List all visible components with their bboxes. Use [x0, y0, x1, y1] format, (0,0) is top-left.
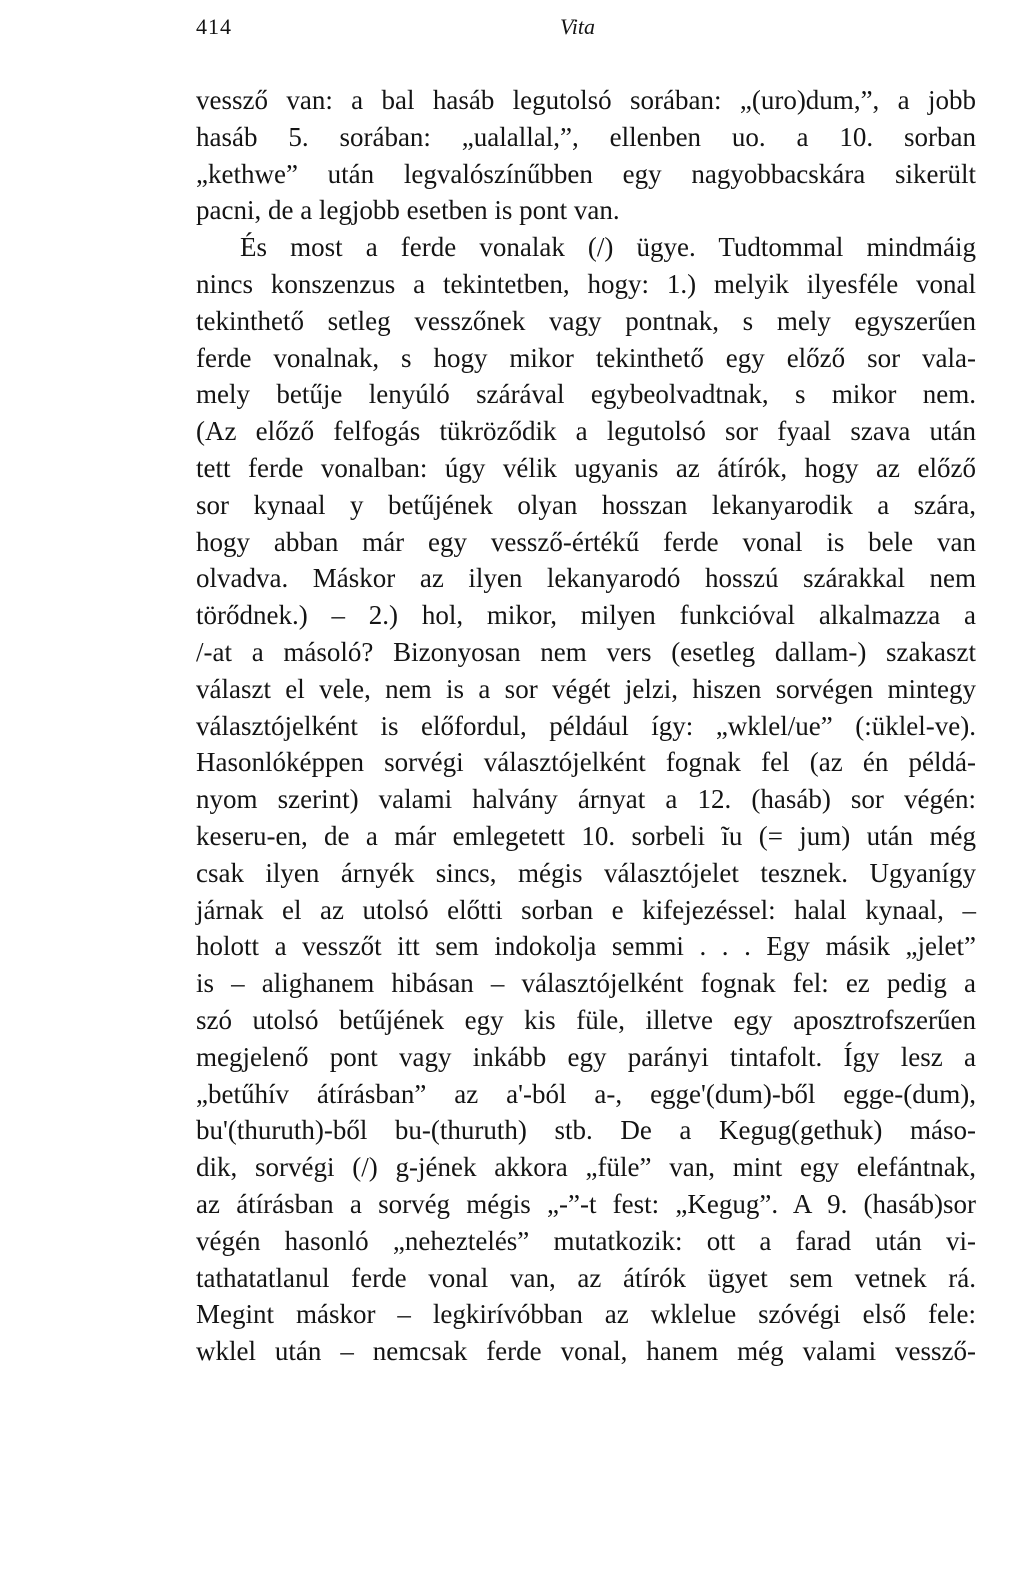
- page-number: 414: [196, 14, 232, 39]
- text-line: keseru-en, de a már emlegetett 10. sorbeli ĩu (= jum) után még: [196, 820, 976, 851]
- body-text: [196, 82, 976, 1370]
- text-line: választ el vele, nem is a sor végét jelzi, hiszen sorvégen mintegy: [196, 673, 976, 704]
- text-line: ferde vonalnak, s hogy mikor tekinthető egy előző sor vala-: [196, 342, 976, 373]
- text-line: tett ferde vonalban: úgy vélik ugyanis az átírók, hogy az előző: [196, 452, 976, 483]
- text-line: bu'(thuruth)-ből bu-(thuruth) stb. De a Kegug(gethuk) máso-: [196, 1115, 976, 1146]
- text-line: olvadva. Máskor az ilyen lekanyarodó hosszú szárakkal nem: [196, 563, 976, 594]
- text-line: nyom szerint) valami halvány árnyat a 12. (hasáb) sor végén:: [196, 784, 976, 815]
- text-line: „kethwe” után legvalószínűbben egy nagyobbacskára sikerült: [196, 158, 976, 189]
- text-line: szó utolsó betűjének egy kis füle, illetve egy aposztrofszerűen: [196, 1004, 976, 1035]
- text-line: mely betűje lenyúló szárával egybeolvadtnak, s mikor nem.: [196, 379, 976, 410]
- text-line: sor kynaal y betűjének olyan hosszan lekanyarodik a szára,: [196, 489, 976, 520]
- text-line: vessző van: a bal hasáb legutolsó sorában: „(uro)dum,”, a jobb: [196, 85, 976, 115]
- text-line: És most a ferde vonalak (/) ügye. Tudtommal mindmáig: [240, 232, 976, 263]
- text-line: hogy abban már egy vessző-értékű ferde vonal is bele van: [196, 526, 976, 557]
- text-line: megjelenő pont vagy inkább egy parányi tintafolt. Így lesz a: [196, 1041, 976, 1072]
- text-line: tekinthető setleg vesszőnek vagy pontnak, s mely egyszerűen: [196, 305, 976, 336]
- text-line: Megint máskor – legkirívóbban az wklelue szóvégi első fele:: [196, 1299, 976, 1330]
- text-line: törődnek.) – 2.) hol, mikor, milyen funkcióval alkalmazza a: [196, 600, 976, 631]
- running-title: Vita: [560, 14, 596, 39]
- text-line: hasáb 5. sorában: „ualallal,”, ellenben uo. a 10. sorban: [196, 121, 976, 152]
- text-line: „betűhív átírásban” az a'-ból a-, egge'(dum)-ből egge-(dum),: [196, 1078, 976, 1109]
- text-line: végén hasonló „neheztelés” mutatkozik: ott a farad után vi-: [196, 1225, 976, 1256]
- text-line: (Az előző felfogás tükröződik a legutolsó sor fyaal szava után: [196, 416, 976, 447]
- text-line: nincs konszenzus a tekintetben, hogy: 1.) melyik ilyesféle vonal: [196, 268, 976, 299]
- text-line: az átírásban a sorvég mégis „-”-t fest: „Kegug”. A 9. (hasáb)sor: [196, 1188, 976, 1219]
- text-line: csak ilyen árnyék sincs, mégis választójelet tesznek. Ugyanígy: [196, 857, 976, 888]
- text-line: dik, sorvégi (/) g-jének akkora „füle” van, mint egy elefántnak,: [196, 1152, 976, 1183]
- text-line: járnak el az utolsó előtti sorban e kifejezéssel: halal kynaal, –: [196, 894, 976, 925]
- text-line: tathatatlanul ferde vonal van, az átírók ügyet sem vetnek rá.: [196, 1262, 976, 1293]
- page-header: [196, 14, 976, 48]
- text-line: választójelként is előfordul, például így: „wklel/ue” (:üklel-ve).: [196, 710, 976, 741]
- text-line: Hasonlóképpen sorvégi választójelként fognak fel (az én példá-: [196, 747, 976, 778]
- text-line: holott a vesszőt itt sem indokolja semmi . . . Egy másik „jelet”: [196, 931, 976, 962]
- text-line: is – alighanem hibásan – választójelként fognak fel: ez pedig a: [196, 968, 976, 999]
- text-line: pacni, de a legjobb esetben is pont van.: [196, 195, 620, 226]
- text-line: /-at a másoló? Bizonyosan nem vers (esetleg dallam-) szakaszt: [196, 636, 976, 667]
- text-line: wklel után – nemcsak ferde vonal, hanem még valami vessző-: [196, 1336, 976, 1367]
